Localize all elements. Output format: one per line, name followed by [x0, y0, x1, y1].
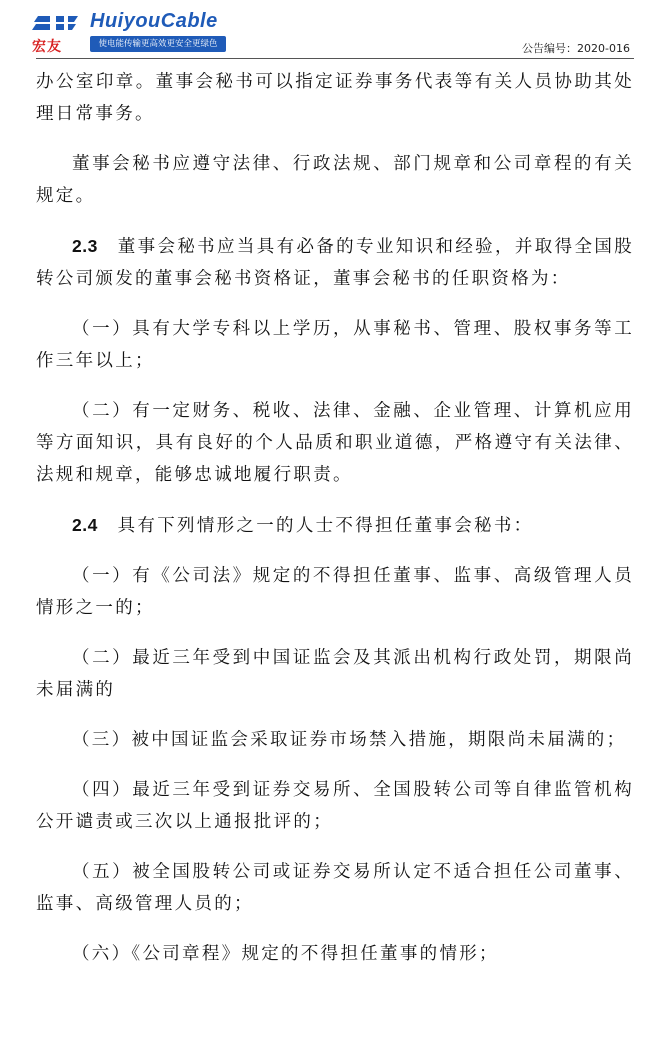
section-paragraph: 2.4 具有下列情形之一的人士不得担任董事会秘书： — [72, 515, 534, 536]
page-header — [0, 0, 670, 62]
list-item: （六）《公司章程》规定的不得担任董事的情形； — [72, 944, 499, 964]
logo-chinese-name: 宏友 — [32, 39, 62, 55]
list-item: （一）有《公司法》规定的不得担任董事、监事、高级管理人员情形之一的； — [36, 566, 634, 618]
document-number: 公告编号：2020-016 — [522, 42, 630, 55]
section-number: 2.3 — [72, 236, 98, 256]
list-item: （一）具有大学专科以上学历，从事秘书、管理、股权事务等工作三年以上； — [36, 319, 634, 371]
header-divider — [36, 58, 634, 59]
section-paragraph: 2.3 董事会秘书应当具有必备的专业知识和经验，并取得全国股转公司颁发的董事会秘书资格证，董事会秘书的任职资格为： — [36, 236, 634, 289]
list-item: （二）最近三年受到中国证监会及其派出机构行政处罚，期限尚未届满的 — [36, 648, 634, 700]
paragraph: 董事会秘书应遵守法律、行政法规、部门规章和公司章程的有关规定。 — [36, 154, 634, 206]
list-item: （五）被全国股转公司或证券交易所认定不适合担任公司董事、监事、高级管理人员的； — [36, 862, 634, 914]
logo-tagline: 使电能传输更高效更安全更绿色 — [90, 36, 226, 52]
logo-english-name: HuiyouCable — [90, 10, 218, 32]
document-body — [36, 66, 634, 970]
list-item: （二）有一定财务、税收、法律、金融、企业管理、计算机应用等方面知识，具有良好的个人品质和职业道德，严格遵守有关法律、法规和规章，能够忠诚地履行职责。 — [36, 401, 634, 485]
section-number: 2.4 — [72, 515, 98, 535]
list-item: （四）最近三年受到证券交易所、全国股转公司等自律监管机构公开谴责或三次以上通报批评的； — [36, 780, 634, 832]
company-logo — [32, 10, 218, 55]
list-item: （三）被中国证监会采取证券市场禁入措施，期限尚未届满的； — [72, 730, 627, 750]
paragraph: 办公室印章。董事会秘书可以指定证券事务代表等有关人员协助其处理日常事务。 — [36, 72, 634, 124]
